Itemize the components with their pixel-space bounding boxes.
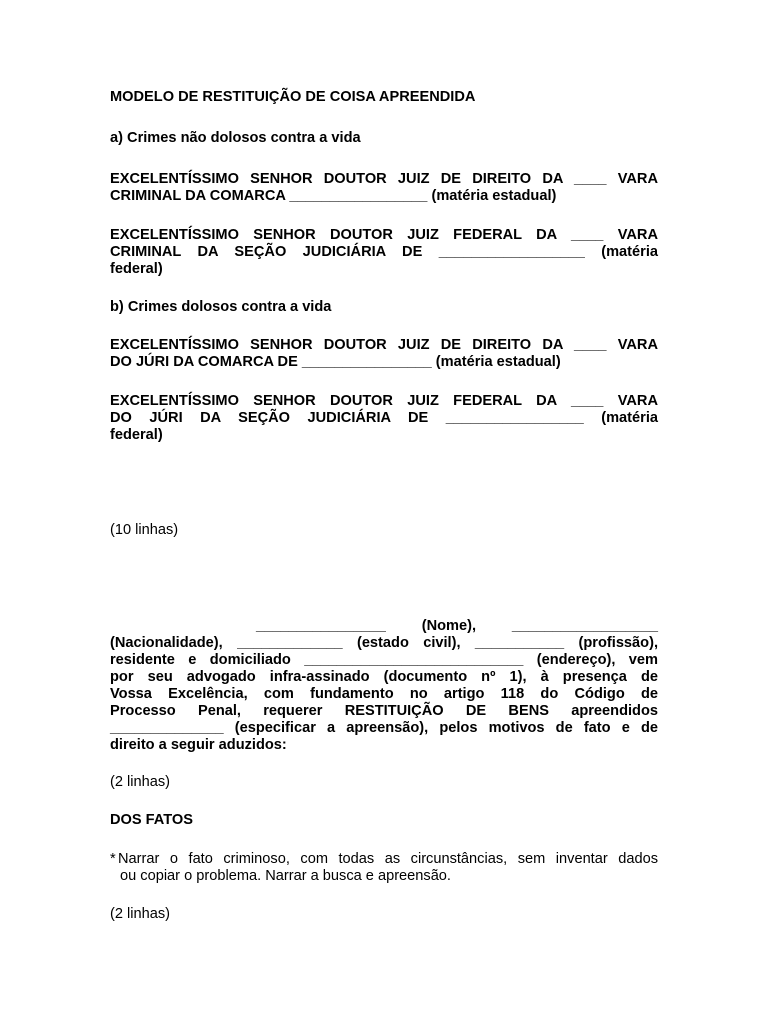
body-line: (Nacionalidade), _____________ (estado civil), ___________ (profissão), xyxy=(110,635,658,651)
address-line: DO JÚRI DA COMARCA DE ________________ (matéria estadual) xyxy=(110,354,561,370)
address-line: CRIMINAL DA COMARCA _________________ (matéria estadual) xyxy=(110,188,557,204)
address-line: federal) xyxy=(110,427,163,443)
spacer-note-2-lines: (2 linhas) xyxy=(110,774,171,790)
address-line: EXCELENTÍSSIMO SENHOR DOUTOR JUIZ FEDERAL DA ____ VARA xyxy=(110,227,658,243)
asterisk-bullet-icon: * xyxy=(110,851,116,867)
address-line: EXCELENTÍSSIMO SENHOR DOUTOR JUIZ FEDERAL DA ____ VARA xyxy=(110,393,658,409)
body-line: residente e domiciliado ___________________________ (endereço), vem xyxy=(110,652,658,668)
bullet-text: Narrar o fato criminoso, com todas as circunstâncias, sem inventar dados xyxy=(118,851,658,867)
body-line: Vossa Excelência, com fundamento no artigo 118 do Código de xyxy=(110,686,658,702)
address-line: EXCELENTÍSSIMO SENHOR DOUTOR JUIZ DE DIREITO DA ____ VARA xyxy=(110,337,658,353)
section-a-heading: a) Crimes não dolosos contra a vida xyxy=(110,130,361,146)
document-title: MODELO DE RESTITUIÇÃO DE COISA APREENDIDA xyxy=(110,89,476,105)
section-heading-dos-fatos: DOS FATOS xyxy=(110,812,193,828)
address-line: CRIMINAL DA SEÇÃO JUDICIÁRIA DE __________________ (matéria xyxy=(110,244,658,260)
spacer-note-2-lines: (2 linhas) xyxy=(110,906,171,922)
body-line: Processo Penal, requerer RESTITUIÇÃO DE BENS apreendidos xyxy=(110,703,658,719)
body-line: ______________ (especificar a apreensão), pelos motivos de fato e de xyxy=(110,720,658,736)
body-line: ________________ (Nome), __________________ xyxy=(256,618,658,634)
bullet-text-continued: ou copiar o problema. Narrar a busca e apreensão. xyxy=(120,868,451,884)
address-line: EXCELENTÍSSIMO SENHOR DOUTOR JUIZ DE DIREITO DA ____ VARA xyxy=(110,171,658,187)
body-line: direito a seguir aduzidos: xyxy=(110,737,287,753)
document-page xyxy=(110,0,658,1024)
bullet-first-line xyxy=(110,851,658,869)
address-line: federal) xyxy=(110,261,163,277)
spacer-note-10-lines: (10 linhas) xyxy=(110,522,179,538)
section-b-heading: b) Crimes dolosos contra a vida xyxy=(110,299,332,315)
address-line: DO JÚRI DA SEÇÃO JUDICIÁRIA DE _________________ (matéria xyxy=(110,410,658,426)
body-line: por seu advogado infra-assinado (documento nº 1), à presença de xyxy=(110,669,658,685)
